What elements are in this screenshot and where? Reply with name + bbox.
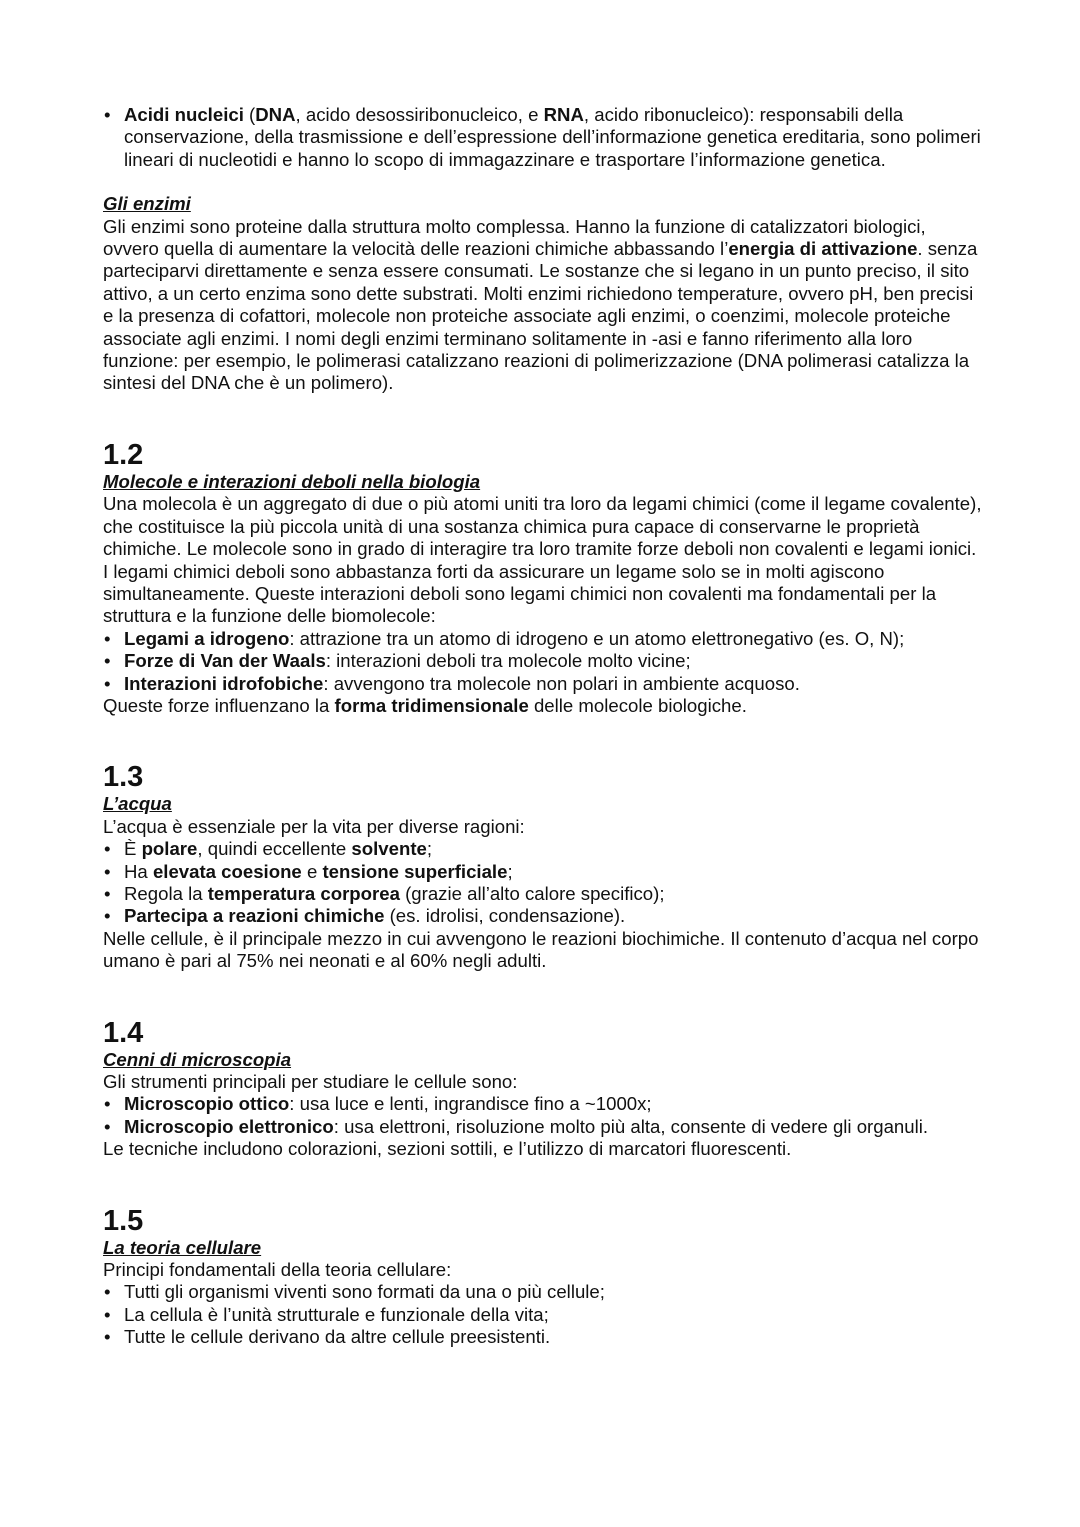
- cell-theory-list: [103, 1281, 983, 1348]
- list-item: • Regola la temperatura corporea (grazie all’alto calore specifico);: [103, 883, 983, 905]
- section-number: 1.2: [103, 438, 144, 471]
- section-title: Molecole e interazioni deboli nella biologia: [103, 470, 481, 492]
- list-item: • Tutti gli organismi viventi sono formati da una o più cellule;: [103, 1281, 983, 1303]
- section-title: L’acqua: [103, 793, 172, 815]
- section-title: La teoria cellulare: [103, 1236, 262, 1258]
- section-paragraph: L’acqua è essenziale per la vita per diverse ragioni:: [103, 815, 525, 837]
- list-item: • Forze di Van der Waals: interazioni deboli tra molecole molto vicine;: [103, 650, 983, 672]
- section-paragraph: Nelle cellule, è il principale mezzo in cui avvengono le reazioni biochimiche. Il contenuto d’acqua nel corpo umano è pari al 75% nei neonati e al 60% negli adulti.: [103, 927, 979, 972]
- section-number: 1.4: [103, 1016, 144, 1049]
- microscopy-list: [103, 1093, 983, 1138]
- water-properties-list: [103, 838, 983, 928]
- list-item: • Microscopio ottico: usa luce e lenti, ingrandisce fino a ~1000x;: [103, 1093, 983, 1115]
- document-page: [103, 104, 983, 1349]
- enzymes-paragraph: Gli enzimi sono proteine dalla struttura molto complessa. Hanno la funzione di catalizzatori biologici, ovvero quella di aumentare la velocità delle reazioni chimiche abbassando l’energia di attivazione. senza parteciparvi direttamente e senza essere consumati. Le sostanze che si legano in un punto preciso, il sito attivo, a un certo enzima sono dette substrati. Molti enzimi richiedono temperature, ovvero pH, ben precisi e la presenza di cofattori, molecole non proteiche associate agli enzimi, o coenzimi, molecole proteiche associate agli enzimi. I nomi degli enzimi terminano solitamente in -asi e fanno riferimento alla loro funzione: per esempio, le polimerasi catalizzano reazioni di polimerizzazione (DNA polimerasi catalizza la sintesi del DNA che è un polimero).: [103, 215, 978, 394]
- section-number: 1.3: [103, 761, 144, 794]
- list-item: • Legami a idrogeno: attrazione tra un atomo di idrogeno e un atomo elettronegativo (es. O, N);: [103, 628, 983, 650]
- list-item: • Interazioni idrofobiche: avvengono tra molecole non polari in ambiente acquoso.: [103, 673, 983, 695]
- section-number: 1.5: [103, 1204, 144, 1237]
- section-paragraph: Queste forze influenzano la forma tridimensionale delle molecole biologiche.: [103, 694, 747, 716]
- nucleic-acids-list: [103, 104, 983, 171]
- list-item: • Partecipa a reazioni chimiche (es. idrolisi, condensazione).: [103, 905, 983, 927]
- list-item: • Ha elevata coesione e tensione superficiale;: [103, 861, 983, 883]
- section-paragraph: Le tecniche includono colorazioni, sezioni sottili, e l’utilizzo di marcatori fluorescenti.: [103, 1138, 792, 1160]
- section-paragraph: Principi fondamentali della teoria cellulare:: [103, 1259, 452, 1281]
- enzymes-heading: Gli enzimi: [103, 193, 191, 215]
- list-item: • La cellula è l’unità strutturale e funzionale della vita;: [103, 1304, 983, 1326]
- list-item: • Tutte le cellule derivano da altre cellule preesistenti.: [103, 1326, 983, 1348]
- list-item: • È polare, quindi eccellente solvente;: [103, 838, 983, 860]
- section-paragraph: Gli strumenti principali per studiare le cellule sono:: [103, 1071, 518, 1092]
- section-title: Cenni di microscopia: [103, 1048, 292, 1070]
- weak-interactions-list: [103, 628, 983, 695]
- list-item: • Microscopio elettronico: usa elettroni, risoluzione molto più alta, consente di vedere gli organuli.: [103, 1116, 983, 1138]
- section-paragraph: Una molecola è un aggregato di due o più atomi uniti tra loro da legami chimici (come il legame covalente), che costituisce la più piccola unità di una sostanza chimica pura capace di conservarne le proprietà chimiche. Le molecole sono in grado di interagire tra loro tramite forze deboli non covalenti e legami ionici. I legami chimici deboli sono abbastanza forti da assicurare un legame solo se in molti agiscono simultaneamente. Queste interazioni deboli sono legami chimici non covalenti ma fondamentali per la struttura e la funzione delle biomolecole:: [103, 493, 982, 627]
- list-item: • Acidi nucleici (DNA, acido desossiribonucleico, e RNA, acido ribonucleico): responsabili della conservazione, della trasmissione e dell’espressione dell’informazione genetica ereditaria, sono polimeri lineari di nucleotidi e hanno lo scopo di immagazzinare e trasportare l’informazione genetica.: [103, 104, 983, 171]
